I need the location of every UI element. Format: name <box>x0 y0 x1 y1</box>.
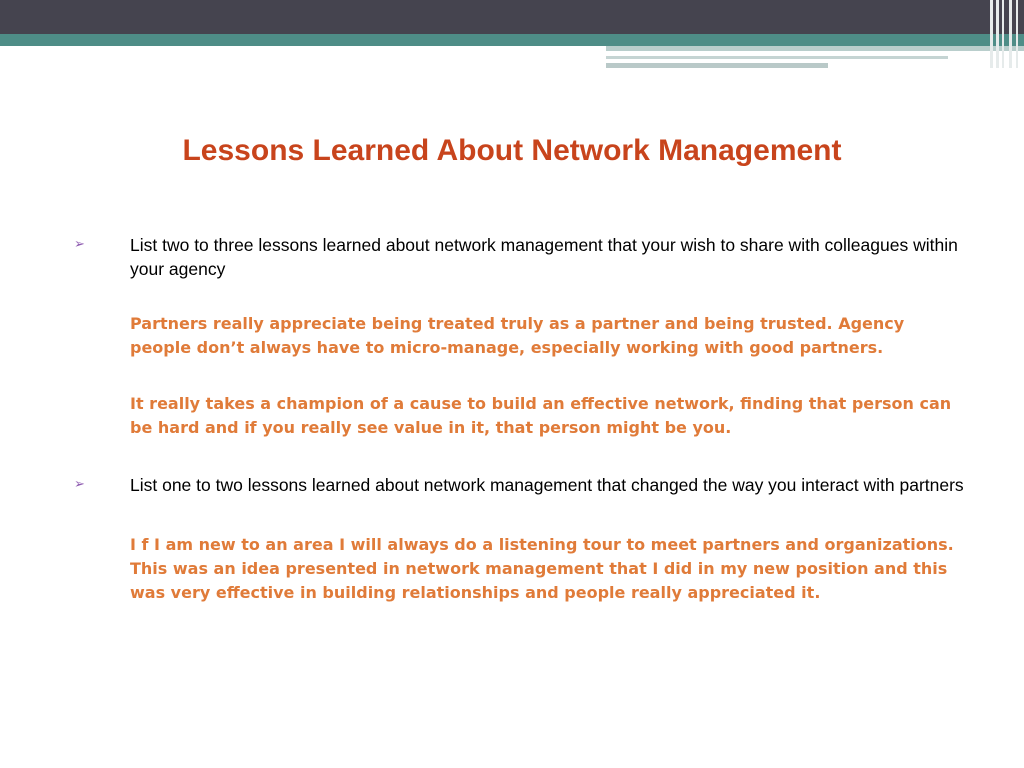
bullet-arrow-icon: ➢ <box>74 237 85 252</box>
header-light-band <box>606 46 1024 51</box>
question-text: List one to two lessons learned about network management that changed the way you interact with partners <box>130 475 964 495</box>
question-text: List two to three lessons learned about network management that your wish to share with colleagues within your agency <box>130 235 958 279</box>
answer-text: It really takes a champion of a cause to build an effective network, finding that person can be hard and if you really see value in it, that person might be you. <box>130 394 952 437</box>
header-teal-band <box>0 34 1024 46</box>
bullet-arrow-icon: ➢ <box>74 477 85 492</box>
answer-text: Partners really appreciate being treated truly as a partner and being trusted. Agency people don’t always have to micro-manage, especially working with good partners. <box>130 314 905 357</box>
header-accent-line <box>606 56 948 59</box>
slide-title: Lessons Learned About Network Management <box>182 134 842 167</box>
header-vertical-stripes <box>990 0 1024 68</box>
header-dark-band <box>0 0 1024 34</box>
header-accent-line <box>606 63 828 68</box>
answer-text: I f I am new to an area I will always do a listening tour to meet partners and organizations. This was an idea presented in network management that I did in my new position and this was very effective in building relationships and people really appreciated it. <box>130 535 954 602</box>
